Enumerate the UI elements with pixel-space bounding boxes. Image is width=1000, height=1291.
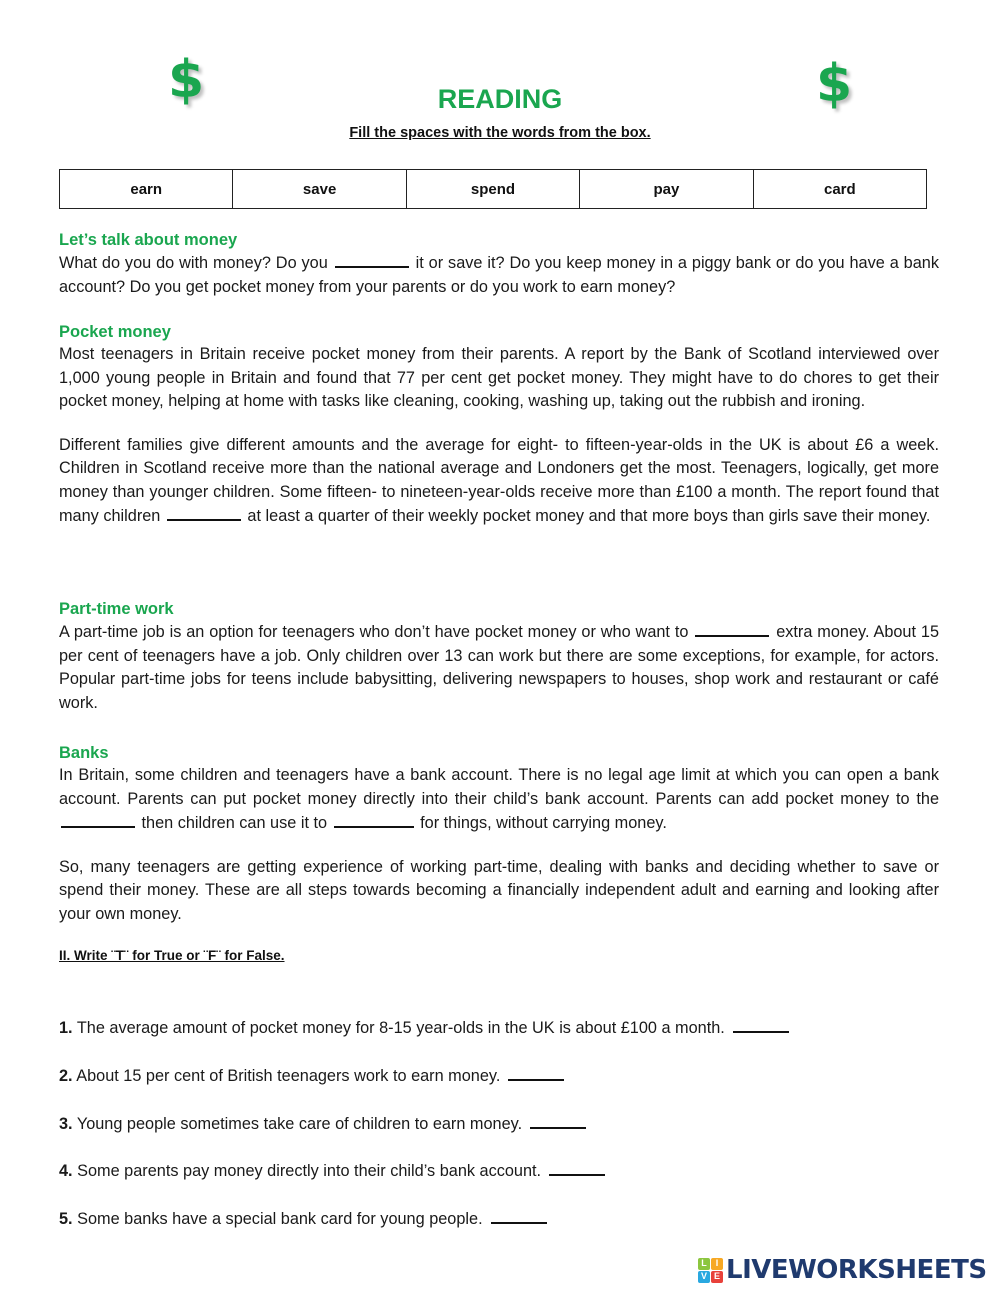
question-number: 4. [59,1162,73,1180]
dollar-icon: $ [816,54,853,114]
paragraph: Most teenagers in Britain receive pocket money from their parents. A report by the Bank of Scotland interviewed over 1,000 young people in Britain and found that 77 per cent get pocket money. They might have to do chores to get their pocket money, helping at home with tasks like cleaning, cooking, washing up, taking out the rubbish and ironing. [59,345,939,410]
blank-input-3[interactable] [695,620,769,637]
logo-letter: I [711,1258,723,1270]
paragraph: So, many teenagers are getting experience of working part-time, dealing with banks and deciding whether to save or spend their money. These are all steps towards becoming a financially independent adult and earning and looking after your own money. [59,857,939,923]
word-save: save [233,170,406,208]
section-pocket-money [59,321,939,529]
section-lets-talk [59,229,939,299]
question-text: Young people sometimes take care of children to earn money. [76,1115,523,1133]
question-text: The average amount of pocket money for 8-15 year-olds in the UK is about £100 a month. [76,1019,725,1037]
section-part-time-work [59,598,939,715]
text: then children can use it to [137,814,332,832]
question-text: Some banks have a special bank card for young people. [77,1210,483,1228]
question-item [59,1017,789,1039]
section-banks [59,742,939,926]
blank-input-2[interactable] [167,504,241,521]
blank-input-5[interactable] [334,811,414,828]
logo-letter: L [698,1258,710,1270]
answer-input-2[interactable] [508,1065,564,1081]
word-box [59,169,927,209]
logo-letter: E [711,1271,723,1283]
logo-text: LIVEWORKSHEETS [726,1255,987,1285]
text: at least a quarter of their weekly pocket money and that more boys than girls save their money. [242,507,931,525]
word-spend: spend [407,170,580,208]
dollar-icon: $ [168,50,205,110]
text: Different families give different amounts and the average for eight- to fifteen-year-olds in the UK is about £6 a week. Children in Scotland receive more than the national average and Londoners get the most. Teenagers, logically, get more money than younger children. Some fifteen- to nineteen-year-olds receive more than £100 a month. The report found that many children [59,435,939,525]
question-number: 1. [59,1019,73,1037]
text: for things, without carrying money. [415,814,667,832]
paragraph [59,251,939,299]
true-false-heading: II. Write ¨T¨ for True or ¨F¨ for False. [59,948,285,963]
answer-input-5[interactable] [491,1208,547,1224]
word-earn: earn [60,170,233,208]
paragraph [59,434,939,529]
question-item [59,1065,564,1087]
logo-letter: V [698,1271,710,1283]
liveworksheets-logo [698,1255,987,1285]
question-text: Some parents pay money directly into their child’s bank account. [77,1162,542,1180]
text: What do you do with money? Do you [59,254,333,272]
section-heading: Part-time work [59,600,174,618]
blank-input-1[interactable] [335,251,409,268]
question-number: 3. [59,1115,73,1133]
question-item [59,1208,547,1230]
blank-input-4[interactable] [61,811,135,828]
text: In Britain, some children and teenagers have a bank account. There is no legal age limit at which you can open a bank account. Parents can put pocket money directly into their child’s bank account. Parents can add pocket money to the [59,766,939,808]
question-text: About 15 per cent of British teenagers work to earn money. [76,1067,501,1085]
text: extra money. About 15 per cent of teenagers have a job. Only children over 13 can work but there are some exceptions, for example, for actors. Popular part-time jobs for teens include babysitting, delivering newspapers to houses, shop work and restaurant or café work. [59,623,940,712]
section-heading: Banks [59,744,109,762]
paragraph [59,764,939,836]
word-pay: pay [580,170,753,208]
question-number: 2. [59,1067,73,1085]
answer-input-4[interactable] [549,1160,605,1176]
page-title: READING [437,84,563,114]
question-item [59,1160,605,1182]
question-number: 5. [59,1210,73,1228]
text: it or save it? Do you keep money in a piggy bank or do you have a bank account? Do you get pocket money from your parents or do you work to earn money? [59,254,939,296]
answer-input-1[interactable] [733,1017,789,1033]
logo-icon [698,1258,723,1283]
instruction-text: Fill the spaces with the words from the box. [349,125,651,141]
section-heading: Let’s talk about money [59,231,238,249]
word-card: card [823,180,856,198]
paragraph [59,620,939,715]
section-heading: Pocket money [59,323,171,341]
answer-input-3[interactable] [530,1113,586,1129]
text: A part-time job is an option for teenagers who don’t have pocket money or who want to [59,623,694,641]
question-item [59,1113,586,1135]
